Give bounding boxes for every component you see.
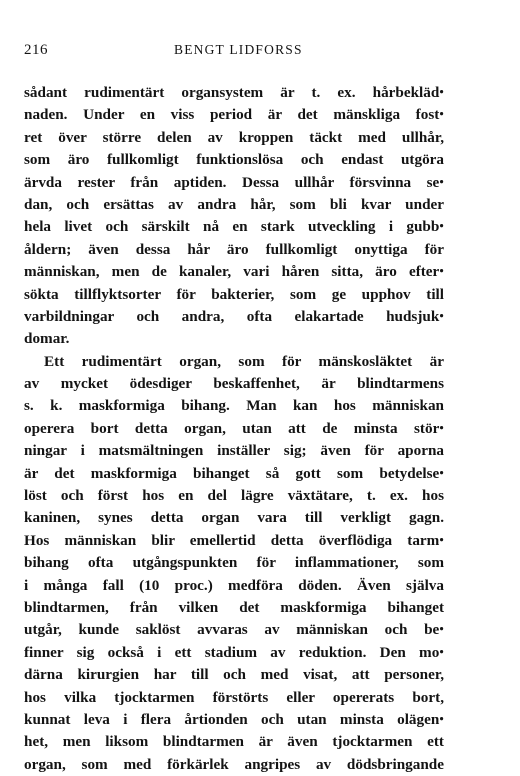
text-line: åldern; även dessa hår äro fullkomligt onyttiga för xyxy=(24,240,444,258)
text-line: människan, men de kanaler, vari håren sitta, äro efterꞏ xyxy=(24,263,444,281)
text-line: av mycket ödesdiger beskaffenhet, är blindtarmens xyxy=(24,375,444,393)
text-line: operera bort detta organ, utan att de minsta störꞏ xyxy=(24,419,444,437)
text-line: s. k. maskformiga bihang. Man kan hos människan xyxy=(24,397,444,415)
text-line: organ, som med förkärlek angripes av dödsbringande xyxy=(24,755,444,773)
text-line: kunnat leva i flera årtionden och utan minsta olägenꞏ xyxy=(24,710,444,728)
text-line: finner sig också i ett stadium av reduktion. Den moꞏ xyxy=(24,643,444,661)
text-line: därna kirurgien har till och med visat, att personer, xyxy=(24,666,444,684)
text-line: dan, och ersättas av andra hår, som bli kvar under xyxy=(24,195,444,213)
text-line: ningar i matsmältningen inställer sig; även för aporna xyxy=(24,442,444,460)
text-line: hos vilka tjocktarmen förstörts eller opererats bort, xyxy=(24,688,444,706)
paragraph-1 xyxy=(24,82,444,351)
text-line: sökta tillflyktsorter för bakterier, som ge upphov till xyxy=(24,285,444,303)
text-line: blindtarmen, från vilken det maskformiga bihanget xyxy=(24,598,444,616)
text-line: Hos människan blir emellertid detta överflödiga tarmꞏ xyxy=(24,531,444,549)
text-line: ret över större delen av kroppen täckt med ullhår, xyxy=(24,128,444,146)
text-line: som äro fullkomligt funktionslösa och endast utgöra xyxy=(24,151,444,169)
body-text xyxy=(24,82,444,776)
text-line: hela livet och särskilt nå en stark utveckling i gubbꞏ xyxy=(24,218,444,236)
text-line: kaninen, synes detta organ vara till verkligt gagn. xyxy=(24,509,444,527)
text-line: ärvda rester från aptiden. Dessa ullhår försvinna seꞏ xyxy=(24,173,444,191)
text-line: naden. Under en viss period är det mänskliga fostꞏ xyxy=(24,106,444,124)
text-line: bihang ofta utgångspunkten för inflammationer, som xyxy=(24,554,444,572)
text-line: domar. xyxy=(24,330,70,348)
page-number: 216 xyxy=(24,42,48,58)
text-line: löst och först hos en del lägre växtätare, t. ex. hos xyxy=(24,487,444,505)
text-line: het, men liksom blindtarmen är även tjocktarmen ett xyxy=(24,733,444,751)
text-line: i många fall (10 proc.) medföra döden. Även själva xyxy=(24,576,444,594)
text-line: utgår, kunde saklöst avvaras av människan och beꞏ xyxy=(24,621,444,639)
text-line: sådant rudimentärt organsystem är t. ex. hårbeklädꞏ xyxy=(24,84,444,101)
running-head-title: BENGT LIDFORSS xyxy=(174,42,303,57)
running-head xyxy=(24,42,444,62)
text-line: varbildningar och andra, ofta elakartade hudsjukꞏ xyxy=(24,307,444,325)
paragraph-2 xyxy=(24,351,444,776)
text-line: är det maskformiga bihanget så gott som betydelseꞏ xyxy=(24,464,444,482)
text-line: Ett rudimentärt organ, som för mänskosläktet är xyxy=(44,352,444,370)
